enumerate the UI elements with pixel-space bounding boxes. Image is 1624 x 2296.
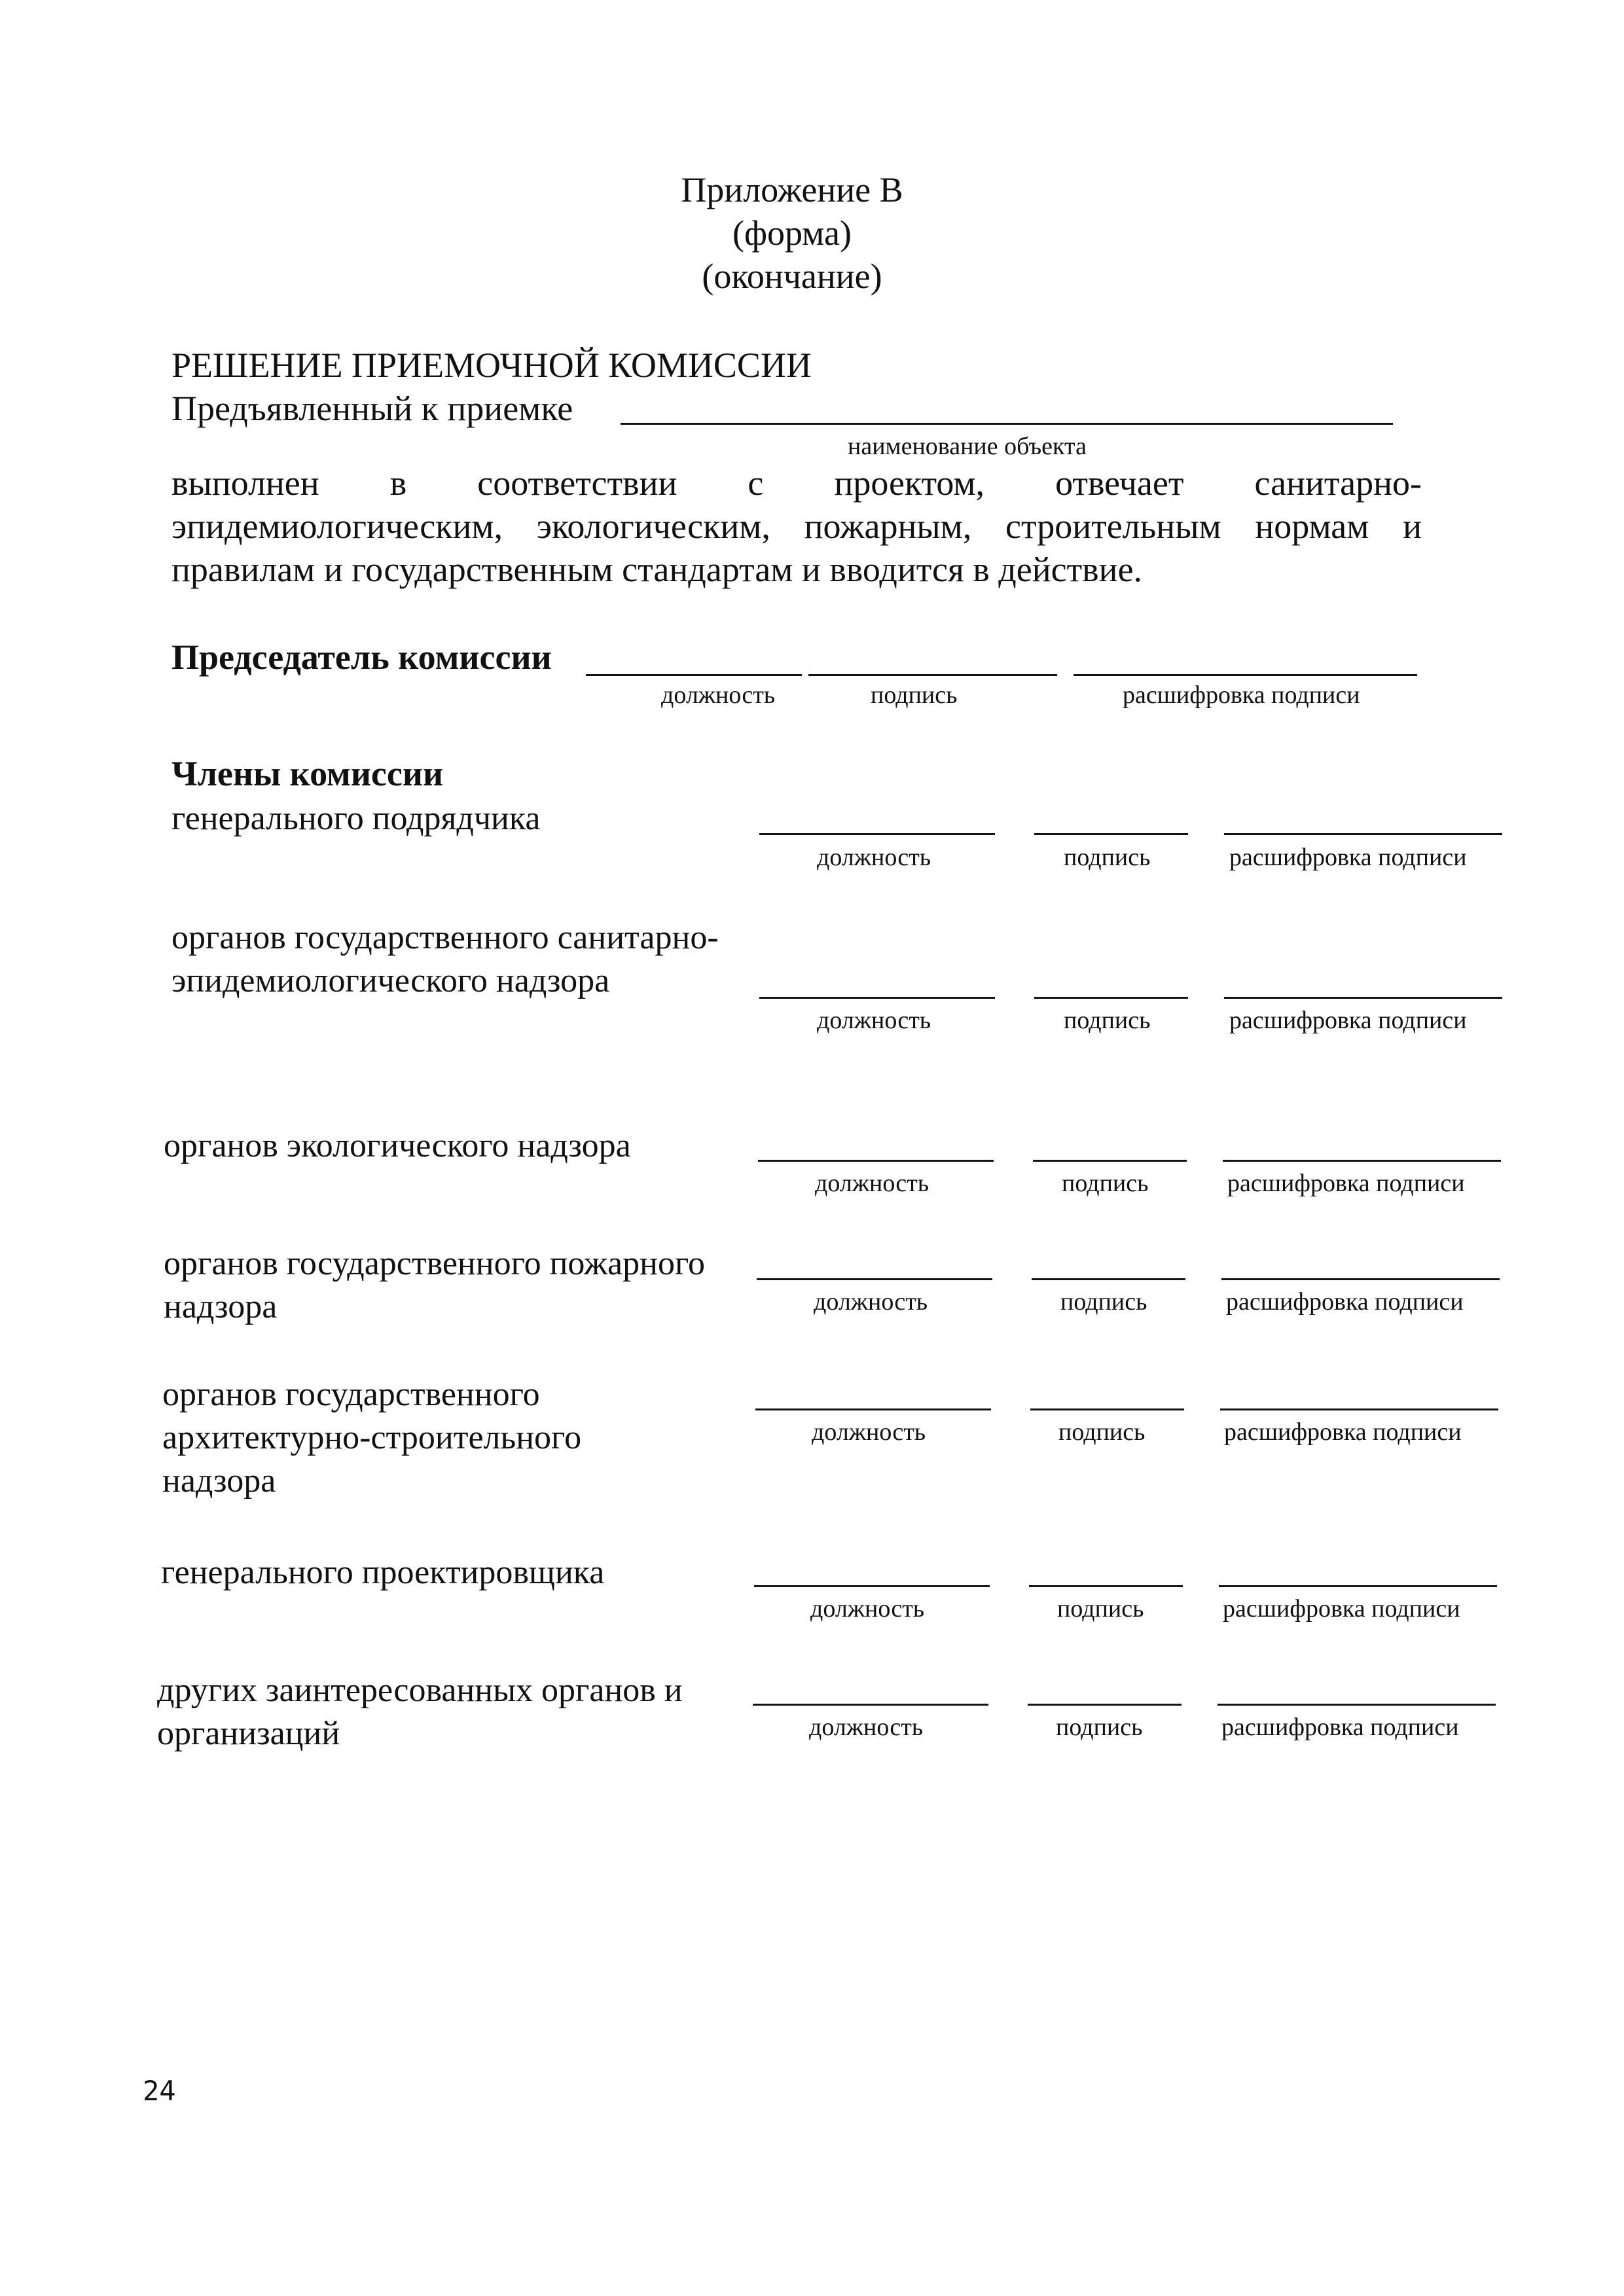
member-position-caption: должность bbox=[812, 1418, 926, 1446]
member-position-line[interactable] bbox=[758, 1160, 994, 1162]
member-signature-caption: подпись bbox=[1060, 1288, 1147, 1316]
member-decoding-caption: расшифровка подписи bbox=[1229, 844, 1467, 871]
object-name-caption: наименование объекта bbox=[848, 433, 1087, 460]
member-group-label: органов государственного санитарно-эпидемиологического надзора bbox=[171, 919, 719, 999]
form-note: (форма) bbox=[732, 213, 852, 253]
decision-text-line-1: выполнен в соответствии с проектом, отвечает санитарно- bbox=[171, 463, 1422, 503]
member-position-caption: должность bbox=[810, 1595, 925, 1623]
member-position-line[interactable] bbox=[757, 1278, 992, 1280]
member-position-caption: должность bbox=[809, 1713, 924, 1741]
chairman-label: Председатель комиссии bbox=[171, 637, 552, 677]
member-decoding-caption: расшифровка подписи bbox=[1229, 1007, 1467, 1034]
member-position-line[interactable] bbox=[754, 1585, 990, 1587]
member-signature-caption: подпись bbox=[1057, 1595, 1144, 1623]
decision-text-line-2: эпидемиологическим, экологическим, пожарным, строительным нормам и bbox=[171, 507, 1422, 546]
appendix-title: Приложение В bbox=[681, 170, 903, 209]
member-decoding-caption: расшифровка подписи bbox=[1223, 1595, 1460, 1623]
member-group-label: генерального подрядчика bbox=[171, 800, 541, 837]
member-signature-line[interactable] bbox=[1032, 1278, 1185, 1280]
member-decoding-line[interactable] bbox=[1219, 1585, 1497, 1587]
member-signature-line[interactable] bbox=[1030, 1408, 1184, 1410]
member-decoding-line[interactable] bbox=[1223, 1160, 1501, 1162]
member-position-line[interactable] bbox=[755, 1408, 991, 1410]
presented-label: Предъявленный к приемке bbox=[171, 389, 573, 428]
chairman-signature-caption: подпись bbox=[871, 681, 958, 709]
member-decoding-caption: расшифровка подписи bbox=[1224, 1418, 1462, 1446]
member-position-line[interactable] bbox=[753, 1704, 988, 1706]
chairman-signature-line[interactable] bbox=[808, 674, 1057, 676]
page-number: 24 bbox=[143, 2075, 176, 2107]
members-title: Члены комиссии bbox=[171, 754, 444, 793]
member-signature-caption: подпись bbox=[1056, 1713, 1143, 1741]
decision-title: РЕШЕНИЕ ПРИЕМОЧНОЙ КОМИССИИ bbox=[171, 346, 812, 385]
decision-text-line-3: правилам и государственным стандартам и вводится в действие. bbox=[171, 550, 1143, 589]
member-position-caption: должность bbox=[817, 1007, 931, 1034]
chairman-decoding-line[interactable] bbox=[1074, 674, 1417, 676]
member-decoding-caption: расшифровка подписи bbox=[1221, 1713, 1459, 1741]
member-group-label: генерального проектировщика bbox=[161, 1554, 605, 1591]
member-decoding-line[interactable] bbox=[1218, 1704, 1496, 1706]
member-signature-caption: подпись bbox=[1064, 844, 1151, 871]
continuation-note: (окончание) bbox=[702, 257, 882, 296]
member-group-label: органов экологического надзора bbox=[164, 1127, 631, 1164]
member-signature-caption: подпись bbox=[1064, 1007, 1151, 1034]
member-position-caption: должность bbox=[814, 1288, 928, 1316]
member-decoding-caption: расшифровка подписи bbox=[1226, 1288, 1464, 1316]
member-signature-line[interactable] bbox=[1028, 1704, 1182, 1706]
member-signature-line[interactable] bbox=[1033, 1160, 1187, 1162]
member-signature-line[interactable] bbox=[1029, 1585, 1183, 1587]
member-signature-caption: подпись bbox=[1062, 1170, 1149, 1197]
member-decoding-line[interactable] bbox=[1221, 1278, 1500, 1280]
member-signature-line[interactable] bbox=[1034, 997, 1188, 999]
member-position-caption: должность bbox=[817, 844, 931, 871]
member-signature-line[interactable] bbox=[1034, 833, 1188, 835]
member-decoding-caption: расшифровка подписи bbox=[1227, 1170, 1465, 1197]
chairman-position-line[interactable] bbox=[586, 674, 802, 676]
member-group-label: органов государственного пожарного надзора bbox=[164, 1245, 705, 1325]
member-decoding-line[interactable] bbox=[1224, 833, 1502, 835]
member-group-label: органов государственного архитектурно-строительного надзора bbox=[162, 1376, 582, 1499]
object-name-line[interactable] bbox=[621, 423, 1393, 425]
member-position-caption: должность bbox=[815, 1170, 929, 1197]
member-signature-caption: подпись bbox=[1058, 1418, 1146, 1446]
chairman-position-caption: должность bbox=[661, 681, 776, 709]
member-decoding-line[interactable] bbox=[1224, 997, 1502, 999]
member-position-line[interactable] bbox=[759, 997, 995, 999]
member-decoding-line[interactable] bbox=[1220, 1408, 1498, 1410]
member-position-line[interactable] bbox=[759, 833, 995, 835]
chairman-decoding-caption: расшифровка подписи bbox=[1123, 681, 1360, 709]
member-group-label: других заинтересованных органов и организаций bbox=[157, 1672, 683, 1752]
